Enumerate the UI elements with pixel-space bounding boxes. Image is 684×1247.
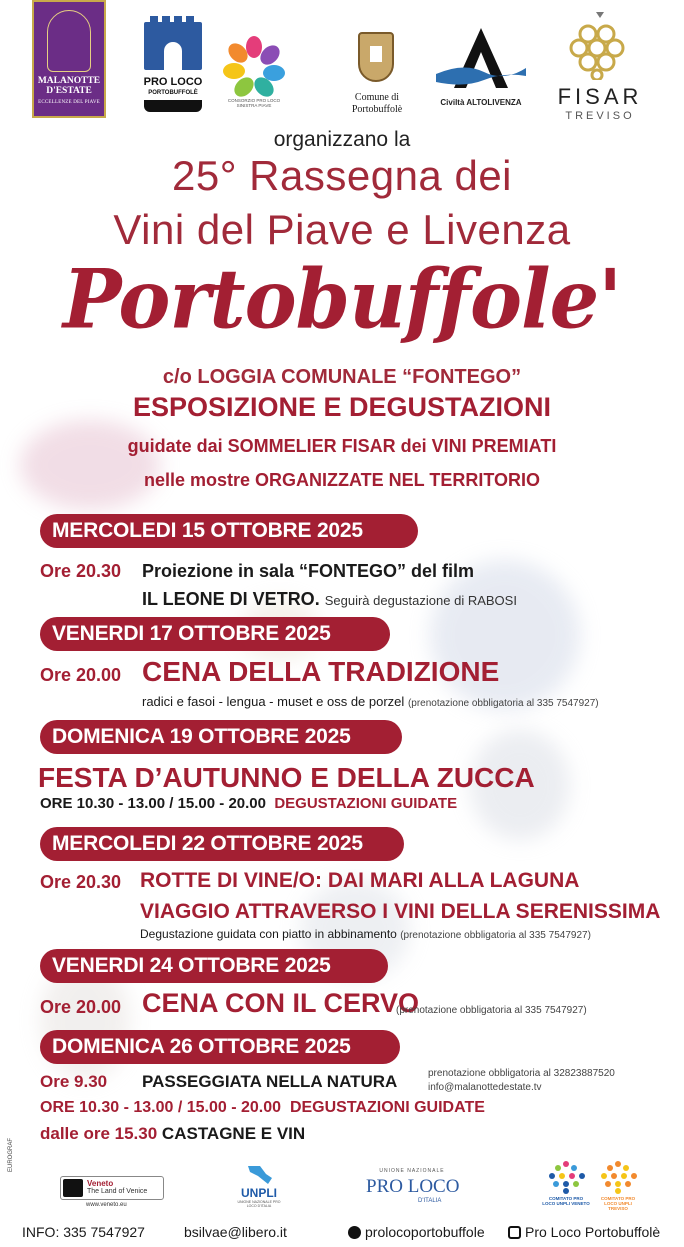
malanotte-logo [32, 0, 106, 118]
comitato-treviso-logo [594, 1160, 642, 1212]
event-date-banner: DOMENICA 19 OTTOBRE 2025 [40, 720, 402, 754]
fisar-name: FISAR [557, 84, 643, 109]
event-time: Ore 20.00 [40, 665, 122, 685]
unpli-italy-icon [244, 1164, 274, 1186]
proloco-italia-sub: D'ITALIA [418, 1198, 442, 1204]
proloco-bar [144, 100, 202, 112]
event-time: Ore 20.30 [40, 872, 122, 892]
grape-icon [552, 12, 648, 80]
event-description: Proiezione in sala “FONTEGO” del film [142, 561, 475, 581]
comitato-veneto-logo [542, 1160, 590, 1212]
event-film [142, 589, 517, 610]
event-date-banner: MERCOLEDI 22 OTTOBRE 2025 [40, 827, 404, 861]
coat-of-arms-icon [358, 32, 394, 82]
proloco-italia-name: PRO LOCO [366, 1176, 460, 1197]
footer-email: bsilvae@libero.it [184, 1224, 287, 1240]
unpli-logo [236, 1164, 282, 1208]
organizzano-text: organizzano la [273, 128, 411, 151]
event-title: ROTTE DI VINE/O: DAI MARI ALLA LAGUNA [140, 869, 580, 892]
event-afternoon [40, 1124, 305, 1144]
event-date-banner: VENERDI 24 OTTOBRE 2025 [40, 949, 388, 983]
event-time: Ore 20.00 [40, 997, 122, 1017]
event-hours [40, 1099, 485, 1117]
veneto-slogan: The Land of Venice [87, 1188, 148, 1195]
unpli-sub: UNIONE NAZIONALE PRO LOCO D'ITALIA [237, 1200, 281, 1208]
booking-note: (prenotazione obbligatoria al 335 7547927) [400, 930, 591, 941]
lion-icon [63, 1179, 83, 1197]
town-title: Portobuffole' [62, 251, 622, 348]
comune-line2: Portobuffolè [351, 104, 403, 115]
contact-email: info@malanottedestate.tv [428, 1082, 542, 1093]
malanotte-tagline: ECCELLENZE DEL PIAVE [38, 100, 100, 105]
menu-text: radici e fasoi - lengua - muset e oss de porzel [142, 694, 405, 709]
loggia-text: c/o LOGGIA COMUNALE “FONTEGO” [162, 366, 522, 388]
fisar-logo [552, 12, 648, 124]
dots-icon [542, 1160, 590, 1194]
consorzio-logo [218, 36, 290, 112]
event-date-banner: DOMENICA 26 OTTOBRE 2025 [40, 1030, 400, 1064]
event-time: Ore 20.30 [40, 561, 122, 581]
desc-text: Degustazione guidata con piatto in abbinamento [140, 927, 397, 941]
tasting-text: DEGUSTAZIONI GUIDATE [274, 795, 458, 812]
footer-logos [0, 1137, 684, 1216]
instagram-icon [508, 1226, 521, 1239]
decor-blob [20, 420, 160, 510]
title-line1: 25° Rassegna dei [171, 152, 513, 199]
event-title: CENA CON IL CERVO [142, 988, 420, 1018]
proloco-line1: PRO LOCO [143, 76, 203, 88]
event-hours [40, 795, 457, 812]
afternoon-title: CASTAGNE E VIN [161, 1124, 306, 1143]
film-title: IL LEONE DI VETRO. [142, 589, 320, 609]
petal-icon [223, 63, 245, 79]
title-line2: Vini del Piave e Livenza [113, 206, 571, 253]
afternoon-time: dalle ore 15.30 [40, 1124, 158, 1143]
veneto-name: Veneto [87, 1179, 114, 1188]
event-title: FESTA D’AUTUNNO E DELLA ZUCCA [38, 762, 535, 793]
event-subtitle: VIAGGIO ATTRAVERSO I VINI DELLA SERENISSIMA [140, 900, 661, 923]
event-time: Ore 9.30 [40, 1072, 108, 1091]
booking-note: prenotazione obbligatoria al 32823887520 [428, 1068, 615, 1079]
malanotte-crest-icon [47, 10, 91, 72]
fisar-city: TREVISO [565, 110, 635, 122]
comitato-treviso-text: COMITATO PRO LOCO UNPLI TREVISO [600, 1196, 636, 1211]
footer-contacts [0, 1222, 684, 1244]
hours-text: ORE 10.30 - 13.00 / 15.00 - 20.00 [40, 1099, 282, 1116]
tower-icon [144, 22, 202, 70]
comune-logo [344, 26, 410, 118]
event-desc [140, 927, 591, 941]
facebook-link[interactable] [348, 1224, 485, 1240]
event-date-banner: MERCOLEDI 15 OTTOBRE 2025 [40, 514, 418, 548]
civita-text: Civiltà ALTOLIVENZA [440, 98, 522, 107]
event-menu [142, 694, 599, 709]
consorzio-text: CONSORZIO PRO LOCO SINISTRA PIAVE [227, 98, 281, 108]
malanotte-line2: D'ESTATE [46, 86, 92, 96]
instagram-handle: Pro Loco Portobuffolè [525, 1224, 661, 1240]
hours-text: ORE 10.30 - 13.00 / 15.00 - 20.00 [40, 795, 266, 812]
malanotte-line1: MALANOTTE [37, 76, 101, 86]
proloco-line2: PORTOBUFFOLÈ [148, 90, 198, 96]
booking-note: (prenotazione obbligatoria al 335 7547927) [407, 698, 599, 709]
proloco-portobuffole-logo [142, 22, 204, 120]
film-followup: Seguirà degustazione di RABOSI [324, 593, 517, 608]
proloco-italia-top: UNIONE NAZIONALE [379, 1168, 445, 1174]
nelle-text: nelle mostre ORGANIZZATE NEL TERRITORIO [143, 470, 541, 490]
veneto-url: www.veneto.eu [86, 1202, 127, 1208]
event-title: CENA DELLA TRADIZIONE [142, 656, 500, 687]
letter-a-icon [434, 28, 528, 96]
guidate-text: guidate dai SOMMELIER FISAR dei VINI PREMIATI [127, 436, 557, 456]
facebook-icon [348, 1226, 361, 1239]
proloco-italia-logo [366, 1168, 458, 1208]
facebook-handle: prolocoportobuffole [365, 1224, 485, 1240]
veneto-logo [60, 1176, 164, 1200]
eurograf-text: EUROGRAF [8, 1137, 14, 1172]
sponsor-logos [0, 0, 684, 135]
booking-note: (prenotazione obbligatoria al 335 7547927) [396, 1005, 587, 1016]
event-date-banner: VENERDI 17 OTTOBRE 2025 [40, 617, 390, 651]
instagram-link[interactable] [508, 1224, 660, 1240]
dots-icon [594, 1160, 642, 1194]
info-phone: INFO: 335 7547927 [22, 1224, 145, 1240]
civita-altolivenza-logo [434, 28, 528, 114]
event-title: PASSEGGIATA NELLA NATURA [142, 1072, 398, 1091]
comitato-veneto-text: COMITATO PRO LOCO UNPLI VENETO [542, 1196, 590, 1206]
comune-line1: Comune di [354, 92, 400, 103]
tasting-text: DEGUSTAZIONI GUIDATE [289, 1099, 485, 1116]
esposizione-text: ESPOSIZIONE E DEGUSTAZIONI [132, 392, 552, 422]
unpli-text: UNPLI [241, 1186, 277, 1200]
